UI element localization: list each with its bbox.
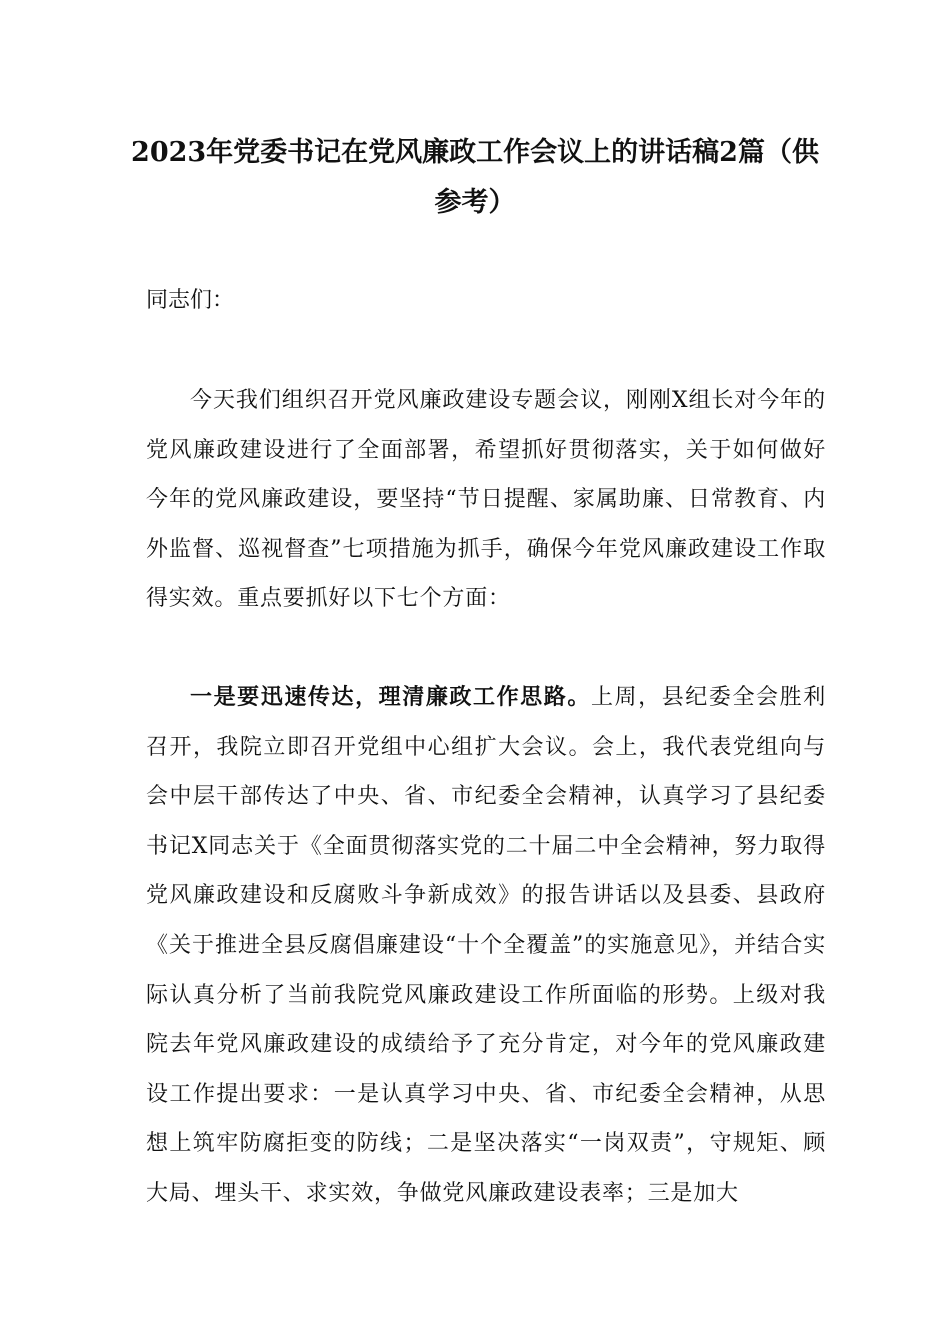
paragraph-lead-heading: 一是要迅速传达，理清廉政工作思路。: [190, 684, 591, 710]
paragraph-intro: 今天我们组织召开党风廉政建设专题会议，刚刚X组长对今年的党风廉政建设进行了全面部署，希望抓好贯彻落实，关于如何做好今年的党风廉政建设，要坚持“节日提醒、家属助廉、日常教育、内外监督、巡视督查”七项措施为抓手，确保今年党风廉政建设工作取得实效。重点要抓好以下七个方面：: [146, 388, 826, 612]
paragraph-body: 上周，县纪委全会胜利召开，我院立即召开党组中心组扩大会议。会上，我代表党组向与会中层干部传达了中央、省、市纪委全会精神，认真学习了县纪委书记X同志关于《全面贯彻落实党的二十届二中全会精神，努力取得党风廉政建设和反腐败斗争新成效》的报告讲话以及县委、县政府《关于推进全县反腐倡廉建设“十个全覆盖”的实施意见》，并结合实际认真分析了当前我院党风廉政建设工作所面临的形势。上级对我院去年党风廉政建设的成绩给予了充分肯定，对今年的党风廉政建设工作提出要求：一是认真学习中央、省、市纪委全会精神，从思想上筑牢防腐拒变的防线；二是坚决落实“一岗双责”，守规矩、顾大局、埋头干、求实效，争做党风廉政建设表率；三是加大: [146, 685, 826, 1206]
salutation: 同志们：: [146, 288, 235, 313]
document-title: 2023年党委书记在党风廉政工作会议上的讲话稿2篇（供参考）: [131, 137, 819, 218]
paragraph-point-one: [146, 673, 826, 1219]
